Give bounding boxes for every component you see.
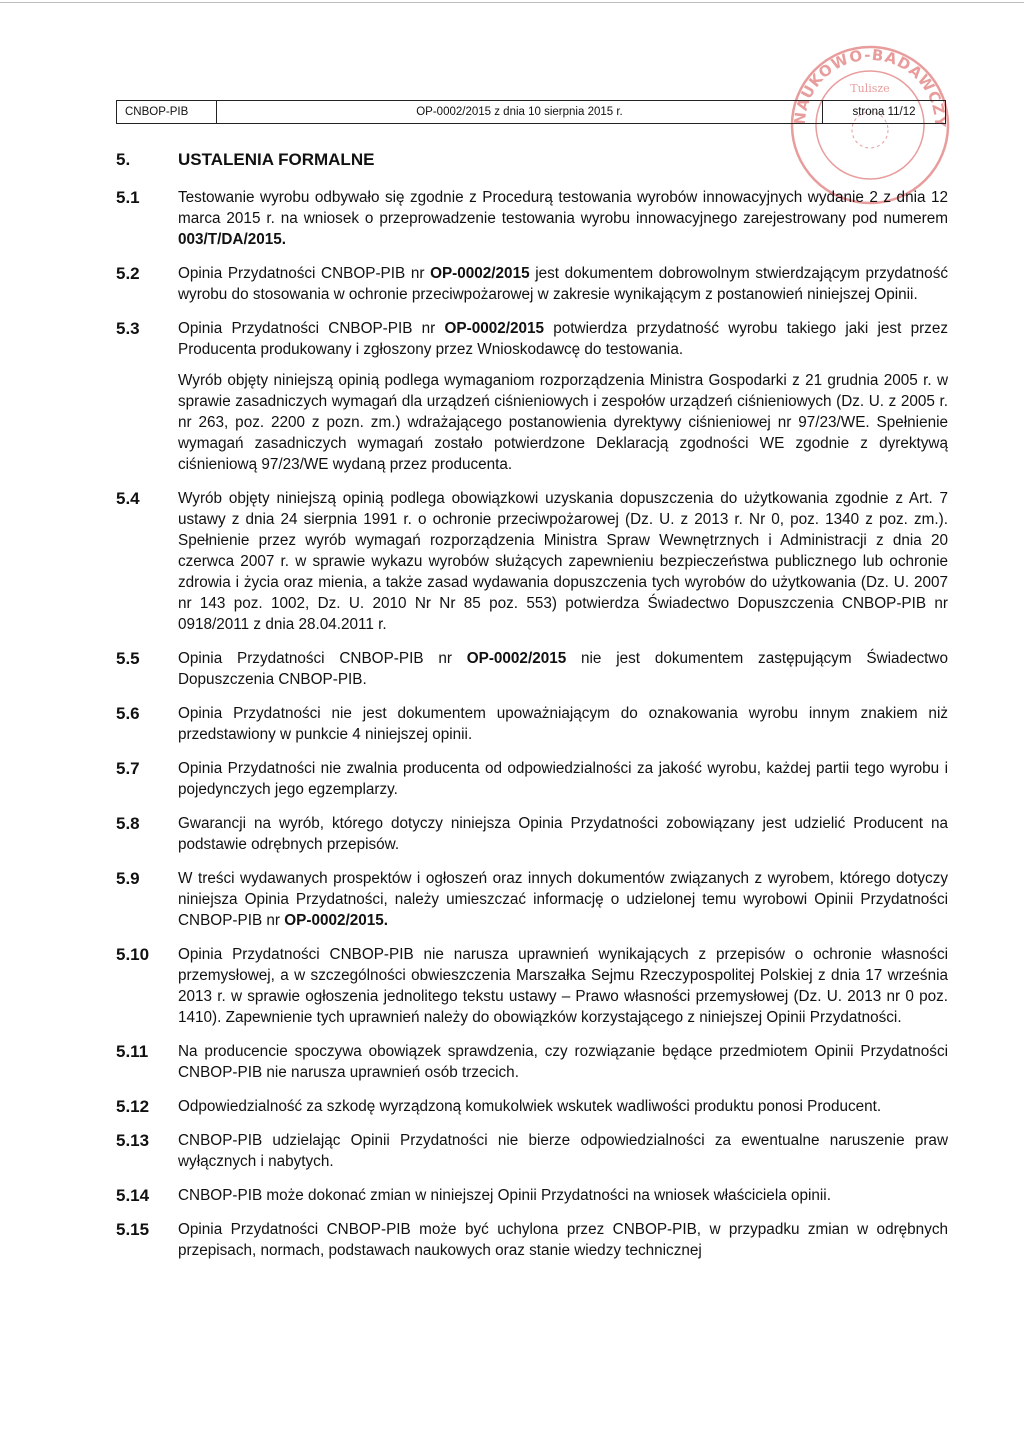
text-run: Wyrób objęty niniejszą opinią podlega wymaganiom rozporządzenia Ministra Gospodarki z 21 grudnia 2005 r. w sprawie zasadniczych wymagań dla urządzeń ciśnieniowych i zespołów urządzeń ciśnieniowych (Dz. U. z 2005 r. nr 263, poz. 2200 z pozn. zm.) wdrażającego postanowienia dyrektywy ciśnieniowej nr 97/23/WE. Spełnienie wymagań zasadniczych wymagań zostało potwierdzone Deklaracją zgodności WE zgodnie z dyrektywą ciśnieniową 97/23/WE wydaną przez producenta.: [178, 372, 948, 473]
clause-paragraph: [178, 868, 948, 931]
stamp-inner-text: Tulisze: [850, 82, 890, 95]
clause-item: [116, 318, 948, 475]
reference-number: OP-0002/2015: [444, 320, 545, 337]
clause-item: [116, 488, 948, 635]
reference-number: OP-0002/2015.: [284, 912, 389, 929]
clause-item: [116, 1041, 948, 1083]
reference-number: OP-0002/2015: [466, 650, 567, 667]
clause-text: [178, 263, 948, 305]
clause-item: [116, 1130, 948, 1172]
clause-number: 5.11: [116, 1042, 149, 1061]
header-page-number: strona 11/12: [852, 106, 916, 118]
clause-item: [116, 1185, 948, 1206]
clause-item: [116, 187, 948, 250]
clause-paragraph: [178, 944, 948, 1028]
text-run: CNBOP-PIB może dokonać zmian w niniejszej Opinii Przydatności na wniosek właściciela opinii.: [178, 1187, 831, 1204]
clause-text: [178, 944, 948, 1028]
clause-paragraph: [178, 318, 948, 360]
clause-number: 5.2: [116, 264, 140, 283]
text-run: W treści wydawanych prospektów i ogłoszeń oraz innych dokumentów związanych z wyrobem, którego dotyczy niniejsza Opinia Przydatności, należy umieszczać informację o udzielonej temu wyrobowi Opinii Przydatności CNBOP-PIB nr: [178, 870, 948, 929]
clause-number: 5.13: [116, 1131, 150, 1150]
clause-paragraph: [178, 1041, 948, 1083]
clause-text: [178, 868, 948, 931]
section-title: USTALENIA FORMALNE: [178, 150, 375, 169]
text-run: Wyrób objęty niniejszą opinią podlega obowiązkowi uzyskania dopuszczenia do użytkowania zgodnie z Art. 7 ustawy z dnia 24 sierpnia 1991 r. o ochronie przeciwpożarowej (Dz. U. z 2013 r. Nr 0, poz. 1340 z poz. zm.). Spełnienie przez wyrób wymagań rozporządzenia Ministra Spraw Wewnętrznych i Administracji z dnia 20 czerwca 2007 r. w sprawie wykazu wyrobów służących zapewnieniu bezpieczeństwa publicznego lub ochronie zdrowia i życia oraz mienia, a także zasad wydawania dopuszczenia tych wyrobów do użytkowania (Dz. U. 2007 nr 143 poz. 1002, Dz. U. 2010 Nr Nr 85 poz. 553) potwierdza Świadectwo Dopuszczenia CNBOP-PIB nr 0918/2011 z dnia 28.04.2011 r.: [178, 490, 948, 633]
reference-number: OP-0002/2015: [430, 265, 530, 282]
document-body: [116, 150, 948, 1274]
clause-item: [116, 1219, 948, 1261]
clause-text: [178, 1041, 948, 1083]
text-run: potwierdza przydatność wyrobu takiego jaki jest przez Producenta produkowany i zgłoszony przez Wnioskodawcę do testowania.: [178, 320, 948, 358]
clause-number: 5.10: [116, 945, 150, 964]
section-heading: [116, 150, 948, 170]
text-run: Opinia Przydatności CNBOP-PIB nie narusza uprawnień wynikających z przepisów o ochronie własności przemysłowej, a w szczególności obwieszczenia Marszałka Sejmu Rzeczypospolitej Polskiej z dnia 17 września 2013 r. w sprawie ogłoszenia jednolitego tekstu ustawy – Prawo własności przemysłowej (Dz. U. 2013 nr 0 poz. 1410). Zapewnienie tych uprawnień należy do obowiązków korzystającego z niniejszej Opinii Przydatności.: [178, 946, 948, 1026]
clause-text: [178, 488, 948, 635]
clause-text: [178, 813, 948, 855]
clause-paragraph: [178, 758, 948, 800]
section-number: 5.: [116, 150, 131, 169]
text-run: Opinia Przydatności CNBOP-PIB nr: [178, 320, 445, 337]
page-header: [116, 100, 946, 124]
clause-paragraph: [178, 648, 948, 690]
clause-item: [116, 703, 948, 745]
clause-item: [116, 813, 948, 855]
clause-number: 5.9: [116, 869, 140, 888]
stamp-outer-text: NAUKOWO-BADAWCZY: [790, 45, 950, 129]
clause-number: 5.8: [116, 814, 140, 833]
clause-number: 5.4: [116, 489, 140, 508]
clause-paragraph: [178, 1219, 948, 1261]
clause-number: 5.7: [116, 759, 140, 778]
text-run: Odpowiedzialność za szkodę wyrządzoną komukolwiek wskutek wadliwości produktu ponosi Producent.: [178, 1098, 882, 1115]
scan-edge-line: [0, 2, 1024, 3]
text-run: Opinia Przydatności CNBOP-PIB nr: [178, 650, 467, 667]
clause-number: 5.6: [116, 704, 140, 723]
clause-item: [116, 263, 948, 305]
text-run: nie jest dokumentem zastępującym Świadectwo Dopuszczenia CNBOP-PIB.: [178, 650, 948, 688]
clause-text: [178, 1185, 948, 1206]
text-run: Opinia Przydatności nie zwalnia producenta od odpowiedzialności za jakość wyrobu, każdej partii tego wyrobu i pojedynczych jego egzemplarzy.: [178, 760, 948, 798]
clause-item: [116, 944, 948, 1028]
text-run: Na producencie spoczywa obowiązek sprawdzenia, czy rozwiązanie będące przedmiotem Opinii Przydatności CNBOP-PIB nie narusza uprawnień osób trzecich.: [178, 1043, 948, 1081]
clause-paragraph: [178, 370, 948, 475]
clause-list: [116, 187, 948, 1261]
clause-text: [178, 1130, 948, 1172]
text-run: CNBOP-PIB udzielając Opinii Przydatności nie bierze odpowiedzialności za ewentualne naruszenie praw wyłącznych i nabytych.: [178, 1132, 948, 1170]
clause-number: 5.1: [116, 188, 140, 207]
clause-text: [178, 187, 948, 250]
clause-item: [116, 758, 948, 800]
clause-paragraph: [178, 703, 948, 745]
clause-paragraph: [178, 187, 948, 250]
clause-paragraph: [178, 1130, 948, 1172]
clause-item: [116, 648, 948, 690]
clause-number: 5.12: [116, 1097, 150, 1116]
clause-text: [178, 318, 948, 475]
clause-text: [178, 703, 948, 745]
clause-paragraph: [178, 813, 948, 855]
clause-paragraph: [178, 1096, 948, 1117]
text-run: Opinia Przydatności CNBOP-PIB może być uchylona przez CNBOP-PIB, w przypadku zmian w odrębnych przepisach, normach, podstawach naukowych oraz stanie wiedzy technicznej: [178, 1221, 948, 1259]
text-run: Testowanie wyrobu odbywało się zgodnie z Procedurą testowania wyrobów innowacyjnych wydanie 2 z dnia 12 marca 2015 r. na wniosek o przeprowadzenie testowania wyrobu innowacyjnego zarejestrowany pod numerem: [178, 189, 948, 227]
clause-number: 5.14: [116, 1186, 150, 1205]
text-run: Opinia Przydatności CNBOP-PIB nr: [178, 265, 431, 282]
clause-item: [116, 1096, 948, 1117]
clause-number: 5.5: [116, 649, 140, 668]
header-doc-ref: OP-0002/2015 z dnia 10 sierpnia 2015 r.: [217, 101, 823, 123]
clause-paragraph: [178, 1185, 948, 1206]
clause-paragraph: [178, 263, 948, 305]
clause-item: [116, 868, 948, 931]
clause-text: [178, 1219, 948, 1261]
clause-number: 5.3: [116, 319, 140, 338]
clause-text: [178, 1096, 948, 1117]
text-run: Gwarancji na wyrób, którego dotyczy niniejsza Opinia Przydatności zobowiązany jest udzielić Producent na podstawie odrębnych przepisów.: [178, 815, 948, 853]
header-org: CNBOP-PIB: [117, 101, 217, 123]
reference-number: 003/T/DA/2015.: [178, 231, 286, 248]
text-run: Opinia Przydatności nie jest dokumentem upoważniającym do oznakowania wyrobu innym znakiem niż przedstawiony w punkcie 4 niniejszej opinii.: [178, 705, 948, 743]
clause-text: [178, 648, 948, 690]
clause-paragraph: [178, 488, 948, 635]
text-run: jest dokumentem dobrowolnym stwierdzającym przydatność wyrobu do stosowania w ochronie przeciwpożarowej w zakresie wynikającym z postanowień niniejszej Opinii.: [178, 265, 948, 303]
clause-text: [178, 758, 948, 800]
clause-number: 5.15: [116, 1220, 150, 1239]
